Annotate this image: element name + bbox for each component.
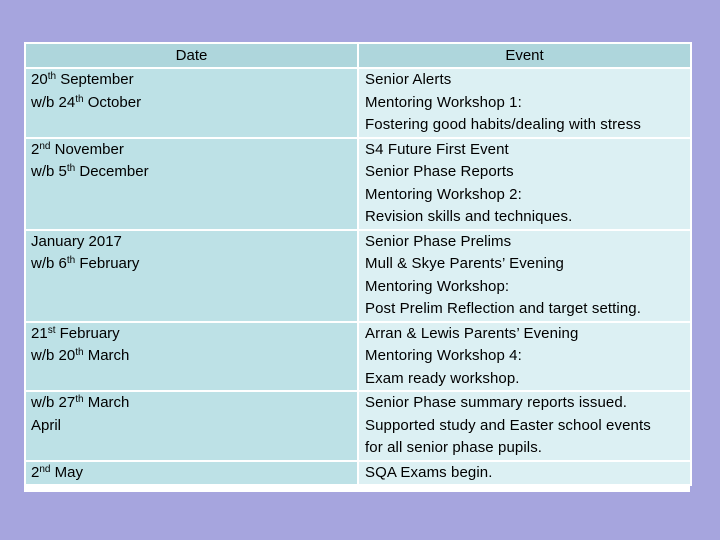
date-line (31, 462, 357, 485)
date-text: w/b 24 (31, 93, 76, 111)
event-cell (358, 68, 691, 138)
table-row (25, 230, 691, 322)
ordinal-suffix: nd (39, 140, 51, 152)
date-text: 2 (31, 140, 40, 158)
ordinal-suffix: th (75, 93, 84, 105)
event-line: Mentoring Workshop 4: (365, 347, 522, 364)
event-line: Post Prelim Reflection and target setting. (365, 300, 642, 317)
event-line: Mentoring Workshop 1: (365, 93, 522, 111)
event-line: Mull & Skye Parents’ Evening (365, 255, 565, 272)
table-body (25, 68, 691, 485)
date-text: October (83, 93, 142, 111)
ordinal-suffix: th (66, 163, 76, 174)
date-text: w/b 6 (31, 255, 67, 272)
table-row (25, 322, 691, 392)
event-line: Senior Phase summary reports issued. (365, 394, 628, 411)
date-text: September (56, 71, 134, 88)
date-cell (25, 322, 358, 392)
date-line (31, 161, 357, 184)
date-text: December (75, 163, 149, 180)
table-row (25, 138, 691, 230)
date-text: November (50, 140, 124, 158)
event-line: Senior Alerts (365, 71, 452, 88)
event-line: Supported study and Easter school events (365, 416, 651, 434)
date-column-header: Date (25, 43, 358, 68)
event-cell (358, 391, 691, 461)
event-cell (358, 322, 691, 392)
date-text: February (75, 255, 140, 272)
date-line (31, 345, 357, 368)
date-line (31, 392, 357, 415)
event-line: Fostering good habits/dealing with stress (365, 116, 641, 133)
date-text: 2 (31, 463, 40, 481)
date-text: 21 (31, 324, 48, 342)
event-line: Revision skills and techniques. (365, 208, 573, 225)
event-line: S4 Future First Event (365, 140, 509, 158)
event-line: SQA Exams begin. (365, 463, 493, 481)
date-line (31, 139, 357, 162)
table-row (25, 461, 691, 486)
date-text: w/b 27 (31, 394, 76, 411)
date-cell (25, 68, 358, 138)
date-text: May (50, 463, 83, 481)
schedule-table (24, 42, 692, 486)
event-line: Exam ready workshop. (365, 369, 520, 387)
ordinal-suffix: th (66, 255, 76, 266)
ordinal-suffix: th (75, 347, 84, 358)
event-line: Arran & Lewis Parents’ Evening (365, 324, 579, 342)
date-line (31, 231, 357, 254)
date-text: March (83, 394, 130, 411)
event-cell (358, 461, 691, 486)
date-line (31, 415, 357, 438)
table-row (25, 391, 691, 461)
date-text: w/b 20 (31, 347, 76, 364)
ordinal-suffix: th (75, 394, 84, 405)
date-text: January 2017 (31, 232, 122, 250)
event-line: Mentoring Workshop: (365, 277, 510, 295)
date-line (31, 253, 357, 276)
date-cell (25, 461, 358, 486)
event-line: Mentoring Workshop 2: (365, 185, 522, 203)
event-cell (358, 138, 691, 230)
date-text: March (83, 347, 130, 364)
ordinal-suffix: nd (39, 463, 51, 475)
date-text: February (55, 324, 120, 342)
date-text: w/b 5 (31, 163, 67, 180)
date-cell (25, 138, 358, 230)
ordinal-suffix: th (47, 71, 57, 82)
date-line (31, 323, 357, 346)
date-cell (25, 230, 358, 322)
date-text: April (31, 416, 62, 434)
date-cell (25, 391, 358, 461)
date-line (31, 69, 357, 92)
date-text: 20 (31, 71, 48, 88)
event-line: Senior Phase Prelims (365, 232, 512, 250)
slide-canvas (24, 42, 690, 492)
ordinal-suffix: st (47, 324, 56, 336)
date-line (31, 92, 357, 115)
table-row (25, 68, 691, 138)
event-cell (358, 230, 691, 322)
event-column-header: Event (358, 43, 691, 68)
table-header-row (25, 43, 691, 68)
event-line: Senior Phase Reports (365, 163, 514, 180)
event-line: for all senior phase pupils. (365, 439, 543, 456)
